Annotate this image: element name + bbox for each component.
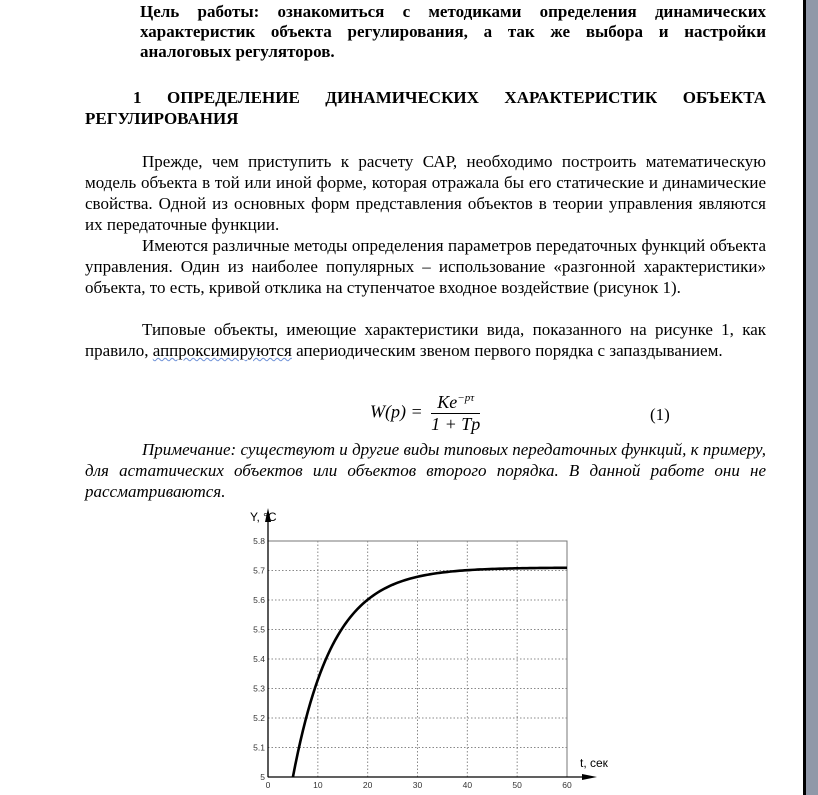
x-tick-label: 20 [362, 780, 373, 790]
y-tick-label: 5 [260, 772, 265, 782]
x-tick-label: 50 [512, 780, 522, 790]
y-tick-label: 5.8 [253, 536, 265, 546]
x-tick-label: 40 [462, 780, 473, 790]
formula-lhs: W(p) = [370, 401, 423, 422]
paragraph-1: Прежде, чем приступить к расчету САР, необходимо построить математическую модель объекта в той или иной форме, которая отражала бы его статические и динамические свойства. Одной из основных форм представления объектов в теории управления являются их передаточные функции. [85, 152, 766, 234]
formula-denominator: 1 + Tp [431, 414, 481, 434]
y-tick-label: 5.2 [253, 713, 265, 723]
numerator-text: Ke [437, 392, 458, 412]
x-tick-label: 0 [265, 780, 271, 790]
y-tick-label: 5.4 [253, 654, 265, 664]
x-tick-label: 10 [313, 780, 323, 790]
y-axis-label: Y, °C [250, 510, 277, 524]
y-tick-label: 5.5 [253, 624, 265, 635]
x-axis-label: t, сек [580, 756, 608, 770]
spellcheck-word[interactable]: аппроксимируются [152, 341, 292, 360]
work-goal: Цель работы: ознакомиться с методиками определения динамических характеристик объекта регулирования, а так же выбора и настройки аналоговых регуляторов. [140, 2, 766, 61]
paragraph-3-text-end: апериодическим звеном первого порядка с запаздыванием. [291, 341, 723, 360]
formula-exponent: −pτ [457, 392, 475, 404]
y-tick-label: 5.1 [253, 742, 265, 753]
y-tick-label: 5.6 [253, 595, 265, 605]
note-paragraph: Примечание: существуют и другие виды типовых передаточных функций, к примеру, для астатических объектов или объектов второго порядка. В данной работе они не рассматриваются. [85, 440, 766, 501]
x-tick-label: 30 [412, 780, 423, 790]
paragraph-2: Имеются различные методы определения параметров передаточных функций объекта управления. Один из наиболее популярных – использование «разгонной характеристики» объекта, то есть, кривой отклика на ступенчатое входное воздействие (рисунок 1). [85, 236, 766, 297]
x-tick-label: 60 [562, 780, 572, 790]
y-tick-label: 5.7 [253, 565, 265, 576]
series-line-response [293, 568, 567, 777]
x-axis-arrow [582, 774, 597, 780]
y-tick-label: 5.3 [253, 683, 265, 694]
paragraph-3-text: Типовые объекты, имеющие характеристики вида, показанного на рисунке 1, как правило, [85, 320, 766, 360]
equation-number: (1) [650, 405, 670, 424]
section-heading: 1 ОПРЕДЕЛЕНИЕ ДИНАМИЧЕСКИХ ХАРАКТЕРИСТИК ОБЪЕКТА РЕГУЛИРОВАНИЯ [85, 88, 766, 128]
